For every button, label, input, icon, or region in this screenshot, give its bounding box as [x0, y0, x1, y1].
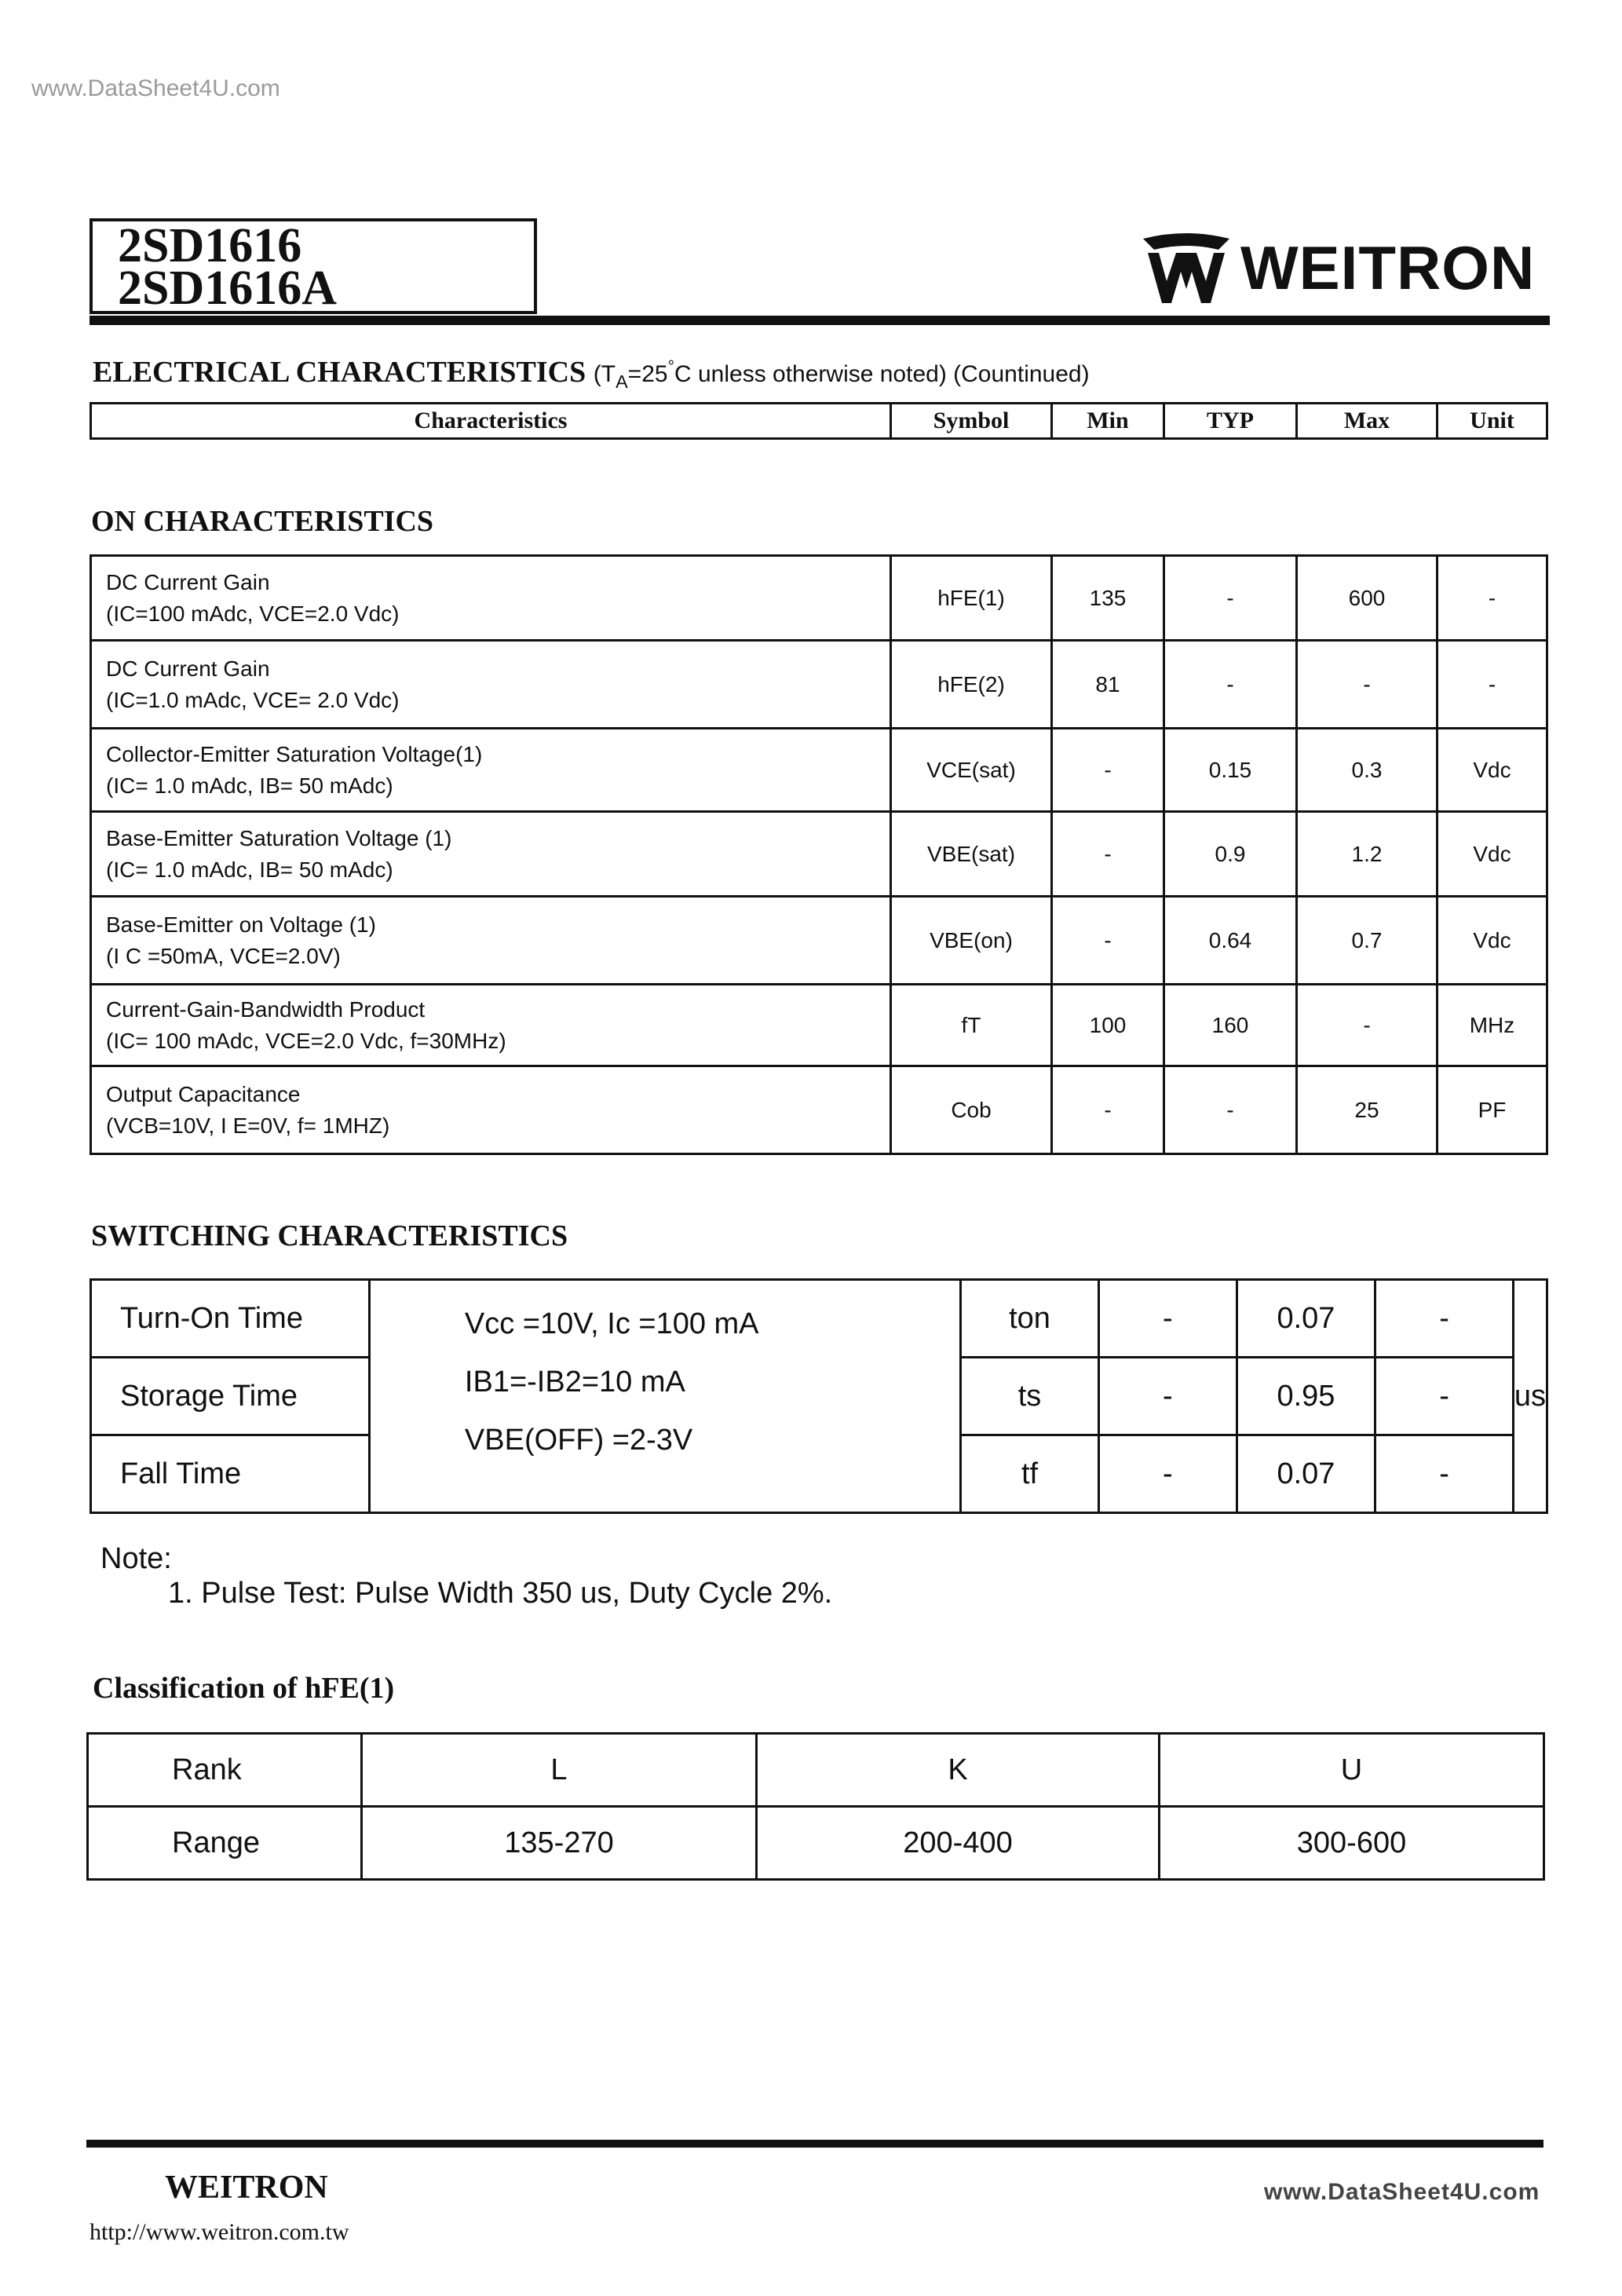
- on-characteristics-table: [90, 554, 1548, 1155]
- electrical-title: [93, 355, 1090, 393]
- cell-typ: -: [1164, 556, 1297, 641]
- cell-max: -: [1297, 641, 1438, 729]
- switching-conditions: [369, 1280, 960, 1513]
- cell-typ: 0.95: [1237, 1358, 1375, 1435]
- rank-cell: L: [362, 1734, 757, 1807]
- classification-title: Classification of hFE(1): [93, 1672, 395, 1705]
- header-rule: [90, 316, 1550, 325]
- cell-typ: -: [1164, 1066, 1297, 1154]
- cell-min: 81: [1052, 641, 1164, 729]
- col-max: Max: [1297, 404, 1438, 439]
- rank-cell: U: [1160, 1734, 1544, 1807]
- cell-symbol: VBE(sat): [891, 812, 1052, 897]
- condition-line-1: Vcc =10V, Ic =100 mA: [464, 1307, 759, 1340]
- table-row: [91, 729, 1547, 812]
- row-label: Fall Time: [91, 1435, 370, 1513]
- cell-symbol: VCE(sat): [891, 729, 1052, 812]
- cell-unit: Vdc: [1438, 897, 1547, 985]
- range-label: Range: [88, 1807, 362, 1880]
- footer-url-link[interactable]: http://www.weitron.com.tw: [90, 2219, 349, 2245]
- cell-symbol: ts: [960, 1358, 1098, 1435]
- cell-max: -: [1375, 1435, 1514, 1513]
- col-typ: TYP: [1164, 404, 1297, 439]
- cell-symbol: fT: [891, 985, 1052, 1066]
- switching-title: SWITCHING CHARACTERISTICS: [91, 1219, 568, 1252]
- table-row: [91, 897, 1547, 985]
- row-description: DC Current Gain (IC=1.0 mAdc, VCE= 2.0 Vdc): [91, 641, 891, 729]
- cell-symbol: ton: [960, 1280, 1098, 1358]
- table-row: [91, 641, 1547, 729]
- cell-min: 100: [1052, 985, 1164, 1066]
- table-row: [88, 1807, 1544, 1880]
- cell-max: -: [1297, 985, 1438, 1066]
- cell-symbol: Cob: [891, 1066, 1052, 1154]
- cell-typ: 0.15: [1164, 729, 1297, 812]
- cell-max: 0.3: [1297, 729, 1438, 812]
- switching-table: [90, 1278, 1548, 1514]
- cell-unit: -: [1438, 556, 1547, 641]
- cell-symbol: VBE(on): [891, 897, 1052, 985]
- range-cell: 135-270: [362, 1807, 757, 1880]
- table-row: [91, 1280, 1547, 1358]
- footer-watermark: www.DataSheet4U.com: [1264, 2179, 1540, 2205]
- col-unit: Unit: [1438, 404, 1547, 439]
- cell-symbol: hFE(1): [891, 556, 1052, 641]
- cell-unit: -: [1438, 641, 1547, 729]
- cell-min: -: [1099, 1280, 1237, 1358]
- cell-max: 600: [1297, 556, 1438, 641]
- cell-typ: 0.9: [1164, 812, 1297, 897]
- classification-table: [86, 1732, 1545, 1881]
- rank-cell: K: [757, 1734, 1160, 1807]
- row-description: DC Current Gain (IC=100 mAdc, VCE=2.0 Vdc): [91, 556, 891, 641]
- cell-min: -: [1099, 1435, 1237, 1513]
- condition-line-3: VBE(OFF) =2-3V: [464, 1424, 693, 1457]
- note-text: 1. Pulse Test: Pulse Width 350 us, Duty Cycle 2%.: [168, 1577, 833, 1610]
- header-table: [90, 402, 1548, 440]
- electrical-condition: ($T_A=25^\circ C$ unless otherwise noted) (Countinued): [593, 357, 1090, 393]
- footer-rule: [86, 2140, 1543, 2148]
- watermark-top: www.DataSheet4U.com: [31, 75, 280, 101]
- cell-unit: Vdc: [1438, 812, 1547, 897]
- cell-unit: PF: [1438, 1066, 1547, 1154]
- row-description: Base-Emitter on Voltage (1) (I C =50mA, VCE=2.0V): [91, 897, 891, 985]
- table-row: [91, 812, 1547, 897]
- cell-min: -: [1052, 1066, 1164, 1154]
- condition-line-2: IB1=-IB2=10 mA: [464, 1366, 685, 1398]
- row-description: Collector-Emitter Saturation Voltage(1) (IC= 1.0 mAdc, IB= 50 mAdc): [91, 729, 891, 812]
- cell-typ: 0.07: [1237, 1280, 1375, 1358]
- table-row: [91, 1066, 1547, 1154]
- cell-unit: Vdc: [1438, 729, 1547, 812]
- note-label: Note:: [100, 1542, 172, 1575]
- cell-min: -: [1052, 812, 1164, 897]
- row-label: Storage Time: [91, 1358, 370, 1435]
- cell-typ: 160: [1164, 985, 1297, 1066]
- cell-min: -: [1052, 729, 1164, 812]
- row-description: Current-Gain-Bandwidth Product (IC= 100 mAdc, VCE=2.0 Vdc, f=30MHz): [91, 985, 891, 1066]
- cell-max: -: [1375, 1358, 1514, 1435]
- cell-max: 25: [1297, 1066, 1438, 1154]
- cell-max: -: [1375, 1280, 1514, 1358]
- table-row: [88, 1734, 1544, 1807]
- brand-logo-text: WEITRON: [1240, 233, 1536, 302]
- row-description: Base-Emitter Saturation Voltage (1) (IC= 1.0 mAdc, IB= 50 mAdc): [91, 812, 891, 897]
- footer-brand: WEITRON: [165, 2170, 328, 2206]
- cell-max: 0.7: [1297, 897, 1438, 985]
- col-characteristics: Characteristics: [91, 404, 891, 439]
- cell-max: 1.2: [1297, 812, 1438, 897]
- weitron-logo-icon: [1140, 232, 1233, 308]
- range-cell: 300-600: [1160, 1807, 1544, 1880]
- row-label: Turn-On Time: [91, 1280, 370, 1358]
- cell-typ: 0.07: [1237, 1435, 1375, 1513]
- row-description: Output Capacitance (VCB=10V, I E=0V, f= 1MHZ): [91, 1066, 891, 1154]
- cell-typ: 0.64: [1164, 897, 1297, 985]
- col-min: Min: [1052, 404, 1164, 439]
- cell-typ: -: [1164, 641, 1297, 729]
- table-row: [91, 556, 1547, 641]
- cell-min: -: [1052, 897, 1164, 985]
- cell-min: 135: [1052, 556, 1164, 641]
- cell-symbol: tf: [960, 1435, 1098, 1513]
- table-row: [91, 985, 1547, 1066]
- rank-label: Rank: [88, 1734, 362, 1807]
- on-title: ON CHARACTERISTICS: [91, 505, 434, 538]
- part-number-2: 2SD1616A: [118, 261, 338, 315]
- cell-min: -: [1099, 1358, 1237, 1435]
- cell-unit: us: [1513, 1280, 1547, 1513]
- electrical-title-text: ELECTRICAL CHARACTERISTICS: [93, 356, 586, 389]
- cell-symbol: hFE(2): [891, 641, 1052, 729]
- part-number-1: 2SD1616: [118, 219, 302, 272]
- range-cell: 200-400: [757, 1807, 1160, 1880]
- cell-unit: MHz: [1438, 985, 1547, 1066]
- col-symbol: Symbol: [891, 404, 1052, 439]
